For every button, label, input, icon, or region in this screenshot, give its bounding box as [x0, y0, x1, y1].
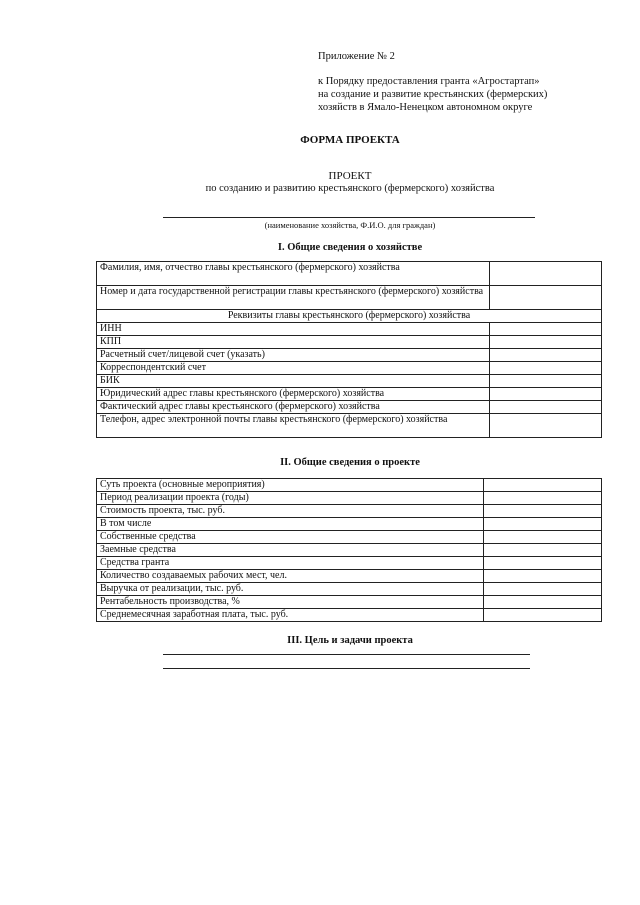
row-label: Номер и дата государственной регистрации главы крестьянского (фермерского) хозяйства [97, 286, 490, 310]
table-row [97, 505, 602, 518]
row-label: Среднемесячная заработная плата, тыс. руб. [97, 609, 484, 622]
table-row [97, 286, 602, 310]
row-label: КПП [97, 336, 490, 349]
row-label: Средства гранта [97, 557, 484, 570]
farm-info-table [96, 261, 602, 438]
row-label: В том числе [97, 518, 484, 531]
table-row [97, 336, 602, 349]
value-cell[interactable] [490, 414, 602, 438]
table-row [97, 518, 602, 531]
table-row [97, 388, 602, 401]
table-row [97, 544, 602, 557]
row-label: Количество создаваемых рабочих мест, чел. [97, 570, 484, 583]
table-row [97, 414, 602, 438]
row-label: Рентабельность производства, % [97, 596, 484, 609]
project-title: ПРОЕКТ [328, 170, 372, 182]
value-cell[interactable] [490, 286, 602, 310]
value-cell[interactable] [484, 570, 602, 583]
section3-heading: III. Цель и задачи проекта [287, 635, 413, 646]
row-label: Собственные средства [97, 531, 484, 544]
requisites-header: Реквизиты главы крестьянского (фермерского) хозяйства [97, 310, 602, 323]
value-cell[interactable] [484, 609, 602, 622]
value-cell[interactable] [490, 336, 602, 349]
value-cell[interactable] [484, 505, 602, 518]
table-row [97, 310, 602, 323]
value-cell[interactable] [490, 323, 602, 336]
row-label: Корреспондентский счет [97, 362, 490, 375]
appendix-line: на создание и развитие крестьянских (фермерских) [318, 89, 548, 100]
row-label: Заемные средства [97, 544, 484, 557]
appendix-block [318, 50, 547, 114]
goals-line[interactable] [163, 654, 530, 655]
table-row [97, 375, 602, 388]
table-row [97, 479, 602, 492]
table-row [97, 492, 602, 505]
table-row [97, 570, 602, 583]
row-label: Юридический адрес главы крестьянского (фермерского) хозяйства [97, 388, 490, 401]
value-cell[interactable] [484, 518, 602, 531]
value-cell[interactable] [484, 531, 602, 544]
row-label: Период реализации проекта (годы) [97, 492, 484, 505]
section2-heading: II. Общие сведения о проекте [280, 457, 420, 468]
appendix-line: хозяйств в Ямало-Ненецком автономном округе [318, 102, 533, 113]
row-label: Выручка от реализации, тыс. руб. [97, 583, 484, 596]
table-row [97, 557, 602, 570]
value-cell[interactable] [490, 401, 602, 414]
section1-heading: I. Общие сведения о хозяйстве [277, 242, 423, 253]
table-row [97, 362, 602, 375]
row-label: Фамилия, имя, отчество главы крестьянского (фермерского) хозяйства [97, 262, 490, 286]
value-cell[interactable] [490, 362, 602, 375]
farm-name-line[interactable] [163, 217, 535, 218]
table-row [97, 401, 602, 414]
row-label: Суть проекта (основные мероприятия) [97, 479, 484, 492]
value-cell[interactable] [490, 375, 602, 388]
project-info-table [96, 478, 602, 622]
row-label: Фактический адрес главы крестьянского (фермерского) хозяйства [97, 401, 490, 414]
row-label: ИНН [97, 323, 490, 336]
table-row [97, 323, 602, 336]
project-subtitle: по созданию и развитию крестьянского (фермерского) хозяйства [205, 183, 495, 194]
table-row [97, 609, 602, 622]
appendix-line: к Порядку предоставления гранта «Агростартап» [318, 76, 540, 87]
value-cell[interactable] [484, 583, 602, 596]
table-row [97, 583, 602, 596]
value-cell[interactable] [484, 492, 602, 505]
value-cell[interactable] [490, 262, 602, 286]
appendix-title: Приложение № 2 [318, 51, 395, 62]
row-label: Телефон, адрес электронной почты главы крестьянского (фермерского) хозяйства [97, 414, 490, 438]
table-row [97, 262, 602, 286]
form-title: ФОРМА ПРОЕКТА [300, 134, 400, 146]
value-cell[interactable] [490, 388, 602, 401]
farm-name-caption: (наименование хозяйства, Ф.И.О. для граждан) [264, 220, 436, 230]
table-row [97, 596, 602, 609]
goals-line[interactable] [163, 668, 530, 669]
row-label: Стоимость проекта, тыс. руб. [97, 505, 484, 518]
value-cell[interactable] [490, 349, 602, 362]
value-cell[interactable] [484, 479, 602, 492]
row-label: Расчетный счет/лицевой счет (указать) [97, 349, 490, 362]
value-cell[interactable] [484, 557, 602, 570]
row-label: БИК [97, 375, 490, 388]
value-cell[interactable] [484, 596, 602, 609]
table-row [97, 531, 602, 544]
table-row [97, 349, 602, 362]
value-cell[interactable] [484, 544, 602, 557]
